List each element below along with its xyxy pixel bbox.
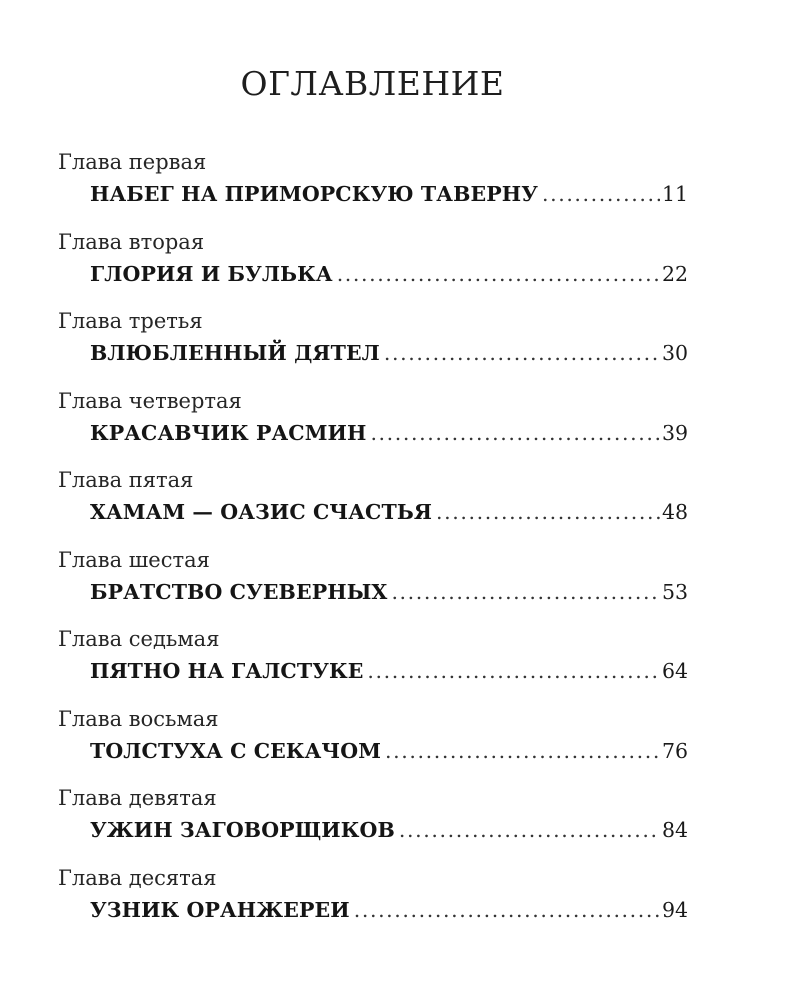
chapter-line bbox=[90, 259, 688, 289]
page-number: 22 bbox=[662, 261, 689, 286]
dot-leader bbox=[337, 259, 660, 289]
page-number: 64 bbox=[662, 659, 689, 683]
dot-leader bbox=[370, 418, 660, 448]
chapter-title: НАБЕГ НА ПРИМОРСКУЮ ТАВЕРНУ bbox=[90, 182, 538, 206]
page-number: 53 bbox=[662, 579, 689, 604]
chapter-label: Глава третья bbox=[58, 309, 203, 333]
chapter-line bbox=[90, 497, 688, 527]
chapter-label: Глава девятая bbox=[58, 786, 217, 810]
page-number: 94 bbox=[662, 897, 689, 922]
dot-leader bbox=[385, 736, 660, 766]
chapter-line bbox=[90, 736, 688, 766]
chapter-label: Глава восьмая bbox=[58, 706, 219, 731]
chapter-title: ХАМАМ — ОАЗИС СЧАСТЬЯ bbox=[90, 500, 433, 524]
page-number: 30 bbox=[662, 341, 689, 365]
chapter-label: Глава шестая bbox=[58, 547, 210, 572]
chapter-line bbox=[90, 338, 688, 368]
page-number: 76 bbox=[662, 738, 689, 763]
chapter-label: Глава десятая bbox=[58, 865, 217, 890]
page-number: 11 bbox=[662, 182, 689, 206]
dot-leader bbox=[391, 577, 660, 607]
table-of-contents bbox=[58, 148, 688, 943]
dot-leader bbox=[436, 497, 660, 527]
chapter-line bbox=[90, 656, 688, 686]
page-title: ОГЛАВЛЕНИЕ bbox=[240, 64, 505, 103]
toc-entry-10[interactable] bbox=[58, 864, 688, 944]
toc-entry-9[interactable] bbox=[58, 784, 688, 864]
toc-entry-5[interactable] bbox=[58, 466, 688, 546]
toc-entry-6[interactable] bbox=[58, 546, 688, 626]
chapter-label: Глава пятая bbox=[58, 468, 194, 492]
dot-leader bbox=[384, 338, 660, 368]
chapter-title: КРАСАВЧИК РАСМИН bbox=[90, 420, 367, 445]
toc-entry-3[interactable] bbox=[58, 307, 688, 387]
toc-entry-4[interactable] bbox=[58, 387, 688, 467]
chapter-title: ВЛЮБЛЕННЫЙ ДЯТЕЛ bbox=[90, 341, 380, 365]
chapter-title: БРАТСТВО СУЕВЕРНЫХ bbox=[90, 579, 388, 604]
page-number: 48 bbox=[662, 500, 689, 524]
chapter-line bbox=[90, 179, 688, 209]
toc-entry-7[interactable] bbox=[58, 625, 688, 705]
dot-leader bbox=[542, 179, 660, 209]
chapter-title: ГЛОРИЯ И БУЛЬКА bbox=[90, 261, 333, 286]
chapter-label: Глава вторая bbox=[58, 229, 205, 254]
chapter-title: ТОЛСТУХА С СЕКАЧОМ bbox=[90, 738, 381, 763]
toc-entry-1[interactable] bbox=[58, 148, 688, 228]
chapter-line bbox=[90, 815, 688, 845]
chapter-label: Глава четвертая bbox=[58, 388, 242, 413]
dot-leader bbox=[399, 815, 660, 845]
toc-entry-2[interactable] bbox=[58, 228, 688, 308]
chapter-title: УЖИН ЗАГОВОРЩИКОВ bbox=[90, 818, 395, 842]
toc-entry-8[interactable] bbox=[58, 705, 688, 785]
page-number: 84 bbox=[662, 818, 689, 842]
dot-leader bbox=[367, 656, 660, 686]
dot-leader bbox=[354, 895, 660, 925]
chapter-line bbox=[90, 577, 688, 607]
chapter-title: ПЯТНО НА ГАЛСТУКЕ bbox=[90, 659, 364, 683]
chapter-label: Глава седьмая bbox=[58, 627, 220, 651]
chapter-line bbox=[90, 895, 688, 925]
chapter-label: Глава первая bbox=[58, 150, 207, 174]
chapter-line bbox=[90, 418, 688, 448]
page-number: 39 bbox=[662, 420, 689, 445]
chapter-title: УЗНИК ОРАНЖЕРЕИ bbox=[90, 897, 350, 922]
